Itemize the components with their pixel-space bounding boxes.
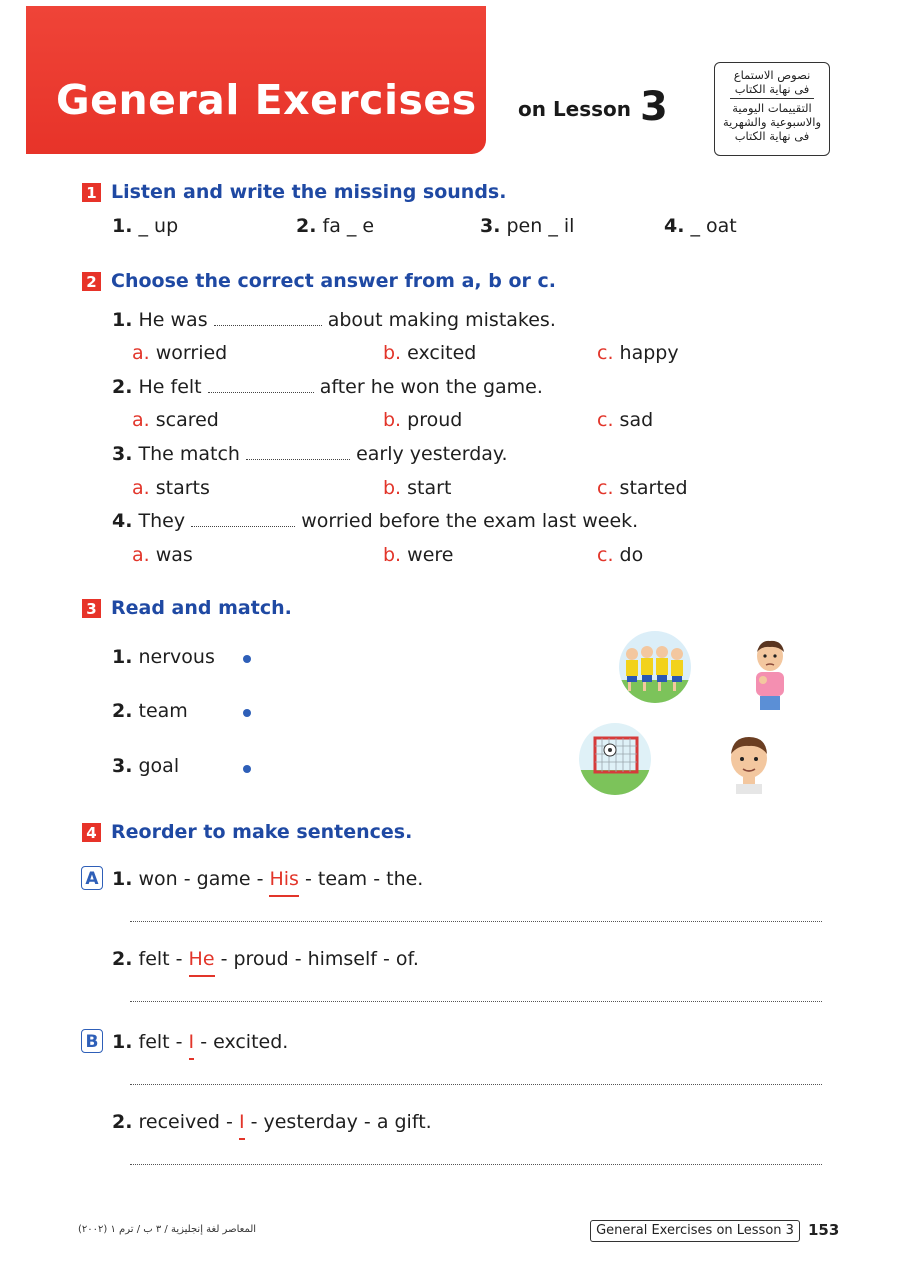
s4-a-item-2 <box>112 948 419 970</box>
s4-b-item-1 <box>112 1031 288 1053</box>
s4-a1-pre: won - game - <box>138 868 270 890</box>
s2-question-4 <box>112 510 638 532</box>
s3-item-3-text: goal <box>138 755 180 777</box>
s2-q1-option-b[interactable] <box>383 342 476 364</box>
s4-a2-num: 2. <box>112 948 133 970</box>
option-text: were <box>407 544 454 566</box>
answer-blank[interactable] <box>191 512 295 527</box>
arabic-info-box <box>714 62 830 156</box>
s1-item-3-text: pen _ il <box>506 215 575 237</box>
s4-b2-num: 2. <box>112 1111 133 1133</box>
arabic-divider <box>730 98 814 99</box>
s2-q4-option-c[interactable] <box>597 544 643 566</box>
s2-q2-before: He felt <box>138 376 202 398</box>
s3-item-1 <box>112 646 215 668</box>
s1-item-1-num: 1. <box>112 215 133 237</box>
option-letter: a. <box>132 409 150 431</box>
s2-q4-before: They <box>138 510 186 532</box>
nervous-boy-picture[interactable] <box>748 638 792 712</box>
option-text: scared <box>155 409 219 431</box>
s4-b2-post: - yesterday - a gift. <box>244 1111 432 1133</box>
lesson-number: 3 <box>640 84 668 130</box>
s1-item-1[interactable] <box>112 215 178 237</box>
arabic-line-1: نصوص الاستماع <box>733 68 811 82</box>
s2-question-3 <box>112 443 508 465</box>
group-a-label: A <box>81 866 103 890</box>
s1-item-2-num: 2. <box>296 215 317 237</box>
s2-q1-option-a[interactable] <box>132 342 227 364</box>
arabic-line-4: والاسبوعية والشهرية <box>722 115 822 129</box>
section-1-title: Listen and write the missing sounds. <box>111 181 507 203</box>
s4-b2-key-word: I <box>238 1111 245 1133</box>
arabic-line-2: فى نهاية الكتاب <box>734 82 810 96</box>
s2-q2-num: 2. <box>112 376 133 398</box>
s2-q1-option-c[interactable] <box>597 342 679 364</box>
s1-item-2[interactable] <box>296 215 374 237</box>
option-text: proud <box>407 409 463 431</box>
arabic-line-5: فى نهاية الكتاب <box>734 129 810 143</box>
s2-q3-num: 3. <box>112 443 133 465</box>
boy-face-picture[interactable] <box>724 732 774 794</box>
answer-blank[interactable] <box>246 445 350 460</box>
option-text: was <box>155 544 193 566</box>
answer-blank[interactable] <box>208 378 314 393</box>
s2-q2-option-b[interactable] <box>383 409 462 431</box>
s4-b2-pre: received - <box>138 1111 239 1133</box>
s1-item-2-text: fa _ e <box>322 215 375 237</box>
section-2-number: 2 <box>82 272 101 291</box>
arabic-line-3: التقييمات اليومية <box>732 101 812 115</box>
team-picture[interactable] <box>618 630 692 704</box>
option-text: happy <box>619 342 679 364</box>
footer-lesson-box: General Exercises on Lesson 3 <box>590 1220 800 1242</box>
group-b-label: B <box>81 1029 103 1053</box>
option-letter: c. <box>597 342 614 364</box>
option-letter: c. <box>597 409 614 431</box>
s3-item-2-text: team <box>138 700 188 722</box>
answer-line[interactable] <box>130 921 822 922</box>
s4-a2-key-word: He <box>188 948 215 970</box>
s4-a-item-1 <box>112 868 423 890</box>
answer-line[interactable] <box>130 1084 822 1085</box>
option-letter: a. <box>132 477 150 499</box>
section-4-heading <box>82 821 412 843</box>
option-letter: a. <box>132 544 150 566</box>
s2-q4-option-b[interactable] <box>383 544 453 566</box>
s2-q4-after: worried before the exam last week. <box>301 510 639 532</box>
section-1-number: 1 <box>82 183 101 202</box>
option-letter: b. <box>383 342 402 364</box>
section-4-title: Reorder to make sentences. <box>111 821 413 843</box>
section-4-number: 4 <box>82 823 101 842</box>
s2-q4-num: 4. <box>112 510 133 532</box>
lesson-label <box>518 84 668 130</box>
s3-item-3 <box>112 755 179 777</box>
s1-item-4-num: 4. <box>664 215 685 237</box>
option-text: starts <box>155 477 210 499</box>
section-2-title: Choose the correct answer from a, b or c. <box>111 270 556 292</box>
s2-q2-option-c[interactable] <box>597 409 653 431</box>
section-3-title: Read and match. <box>111 597 292 619</box>
answer-line[interactable] <box>130 1001 822 1002</box>
s2-q2-option-a[interactable] <box>132 409 219 431</box>
s1-item-3[interactable] <box>480 215 574 237</box>
section-3-heading <box>82 597 292 619</box>
s3-item-1-text: nervous <box>138 646 215 668</box>
option-letter: a. <box>132 342 150 364</box>
s2-q1-num: 1. <box>112 309 133 331</box>
match-dot[interactable] <box>243 709 251 717</box>
option-letter: b. <box>383 477 402 499</box>
s3-item-2-num: 2. <box>112 700 133 722</box>
option-text: sad <box>619 409 654 431</box>
s4-b1-num: 1. <box>112 1031 133 1053</box>
s2-q3-option-c[interactable] <box>597 477 688 499</box>
page-title: General Exercises <box>56 76 477 124</box>
s2-q3-option-a[interactable] <box>132 477 210 499</box>
option-letter: c. <box>597 544 614 566</box>
goal-picture[interactable] <box>578 722 652 796</box>
s1-item-4-text: _ oat <box>690 215 737 237</box>
s4-b-item-2 <box>112 1111 432 1133</box>
option-text: started <box>619 477 688 499</box>
s2-q3-option-b[interactable] <box>383 477 451 499</box>
s4-a2-pre: felt - <box>138 948 189 970</box>
option-text: excited <box>407 342 477 364</box>
s2-q1-after: about making mistakes. <box>327 309 556 331</box>
s1-item-1-text: _ up <box>138 215 179 237</box>
s4-b1-pre: felt - <box>138 1031 189 1053</box>
answer-blank[interactable] <box>214 311 322 326</box>
s2-q1-before: He was <box>138 309 208 331</box>
s4-b1-key-word: I <box>188 1031 195 1053</box>
footer-publisher: المعاصر لغة إنجليزية / ٣ ب / ترم ١ (٢٠٠٢) <box>78 1224 257 1235</box>
option-letter: b. <box>383 544 402 566</box>
s4-a2-post: - proud - himself - of. <box>214 948 419 970</box>
s1-item-3-num: 3. <box>480 215 501 237</box>
section-2-heading <box>82 270 556 292</box>
page-number: 153 <box>808 1221 840 1239</box>
s3-item-3-num: 3. <box>112 755 133 777</box>
option-text: worried <box>155 342 228 364</box>
match-dot[interactable] <box>243 765 251 773</box>
option-letter: c. <box>597 477 614 499</box>
s2-question-1 <box>112 309 556 331</box>
option-text: start <box>407 477 452 499</box>
s4-a1-num: 1. <box>112 868 133 890</box>
match-dot[interactable] <box>243 655 251 663</box>
s3-item-1-num: 1. <box>112 646 133 668</box>
s4-a1-post: - team - the. <box>298 868 424 890</box>
s2-q3-after: early yesterday. <box>356 443 508 465</box>
s3-item-2 <box>112 700 188 722</box>
s4-b1-post: - excited. <box>194 1031 289 1053</box>
option-letter: b. <box>383 409 402 431</box>
section-1-heading <box>82 181 506 203</box>
option-text: do <box>619 544 644 566</box>
lesson-prefix: on Lesson <box>518 97 632 121</box>
s2-q2-after: after he won the game. <box>319 376 543 398</box>
s1-item-4[interactable] <box>664 215 737 237</box>
s2-question-2 <box>112 376 543 398</box>
section-3-number: 3 <box>82 599 101 618</box>
s4-a1-key-word: His <box>269 868 299 890</box>
s2-q4-option-a[interactable] <box>132 544 193 566</box>
answer-line[interactable] <box>130 1164 822 1165</box>
s2-q3-before: The match <box>138 443 240 465</box>
